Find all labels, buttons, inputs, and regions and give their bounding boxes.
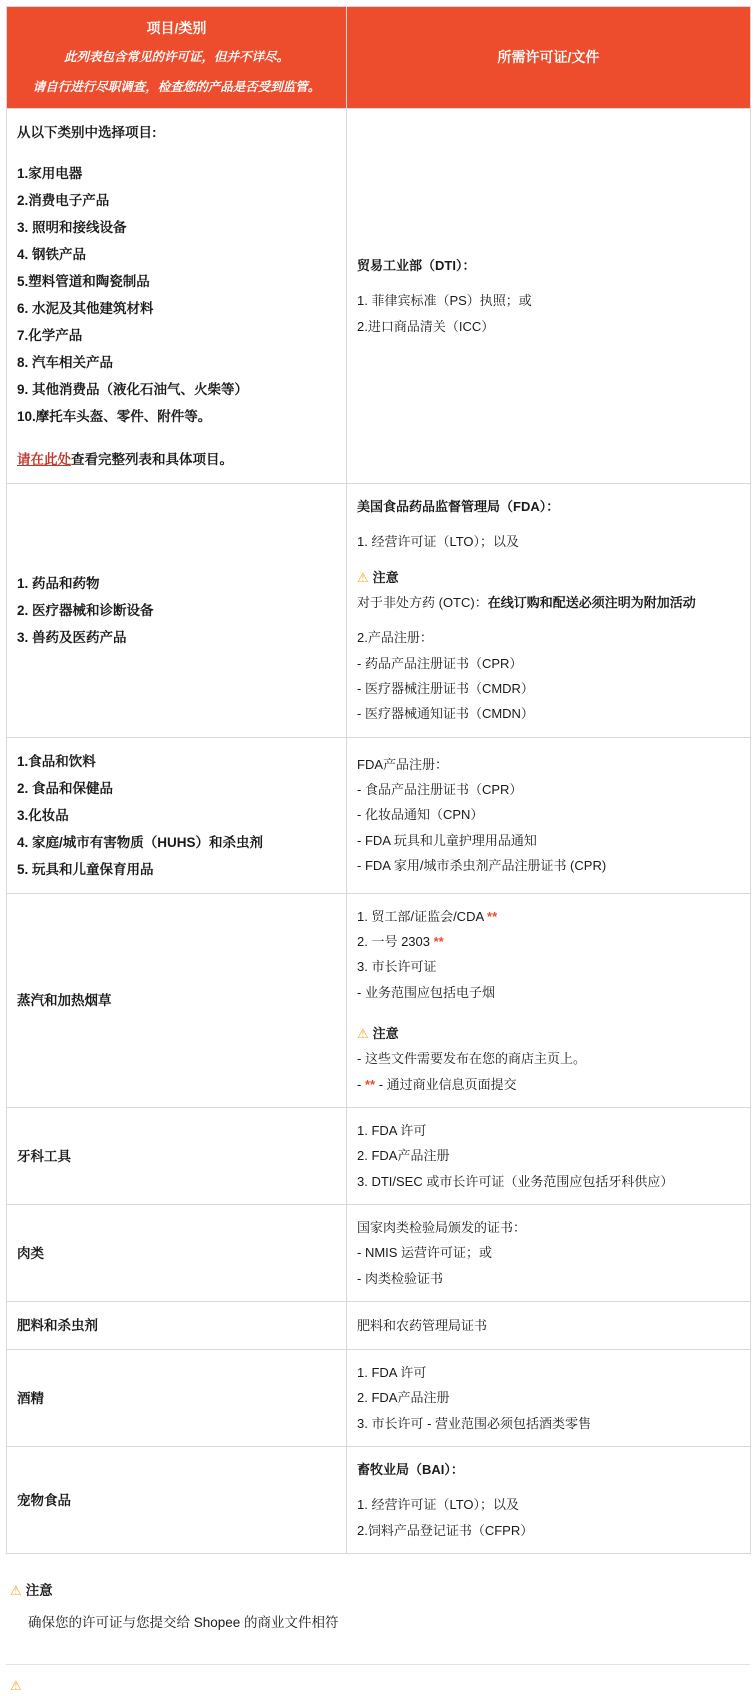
list-item: 2. 食品和保健品 — [17, 780, 114, 796]
list-item: 10.摩托车头盔、零件、附件等。 — [17, 408, 212, 424]
cell-category — [7, 893, 347, 1107]
requirement-line: - 食品产品注册证书（CPR） — [357, 782, 523, 798]
note-line-prefix: - — [357, 1076, 365, 1092]
cell-requirements — [347, 893, 751, 1107]
requirement-line: 1. 经营许可证（LTO）；以及 — [357, 1497, 520, 1513]
footnote-marker: ** — [433, 933, 444, 949]
header-category-sub1: 此列表包含常见的许可证，但并不详尽。 — [63, 50, 289, 65]
requirement-title: 畜牧业局（BAI）： — [357, 1462, 464, 1478]
note-text-bold: 在线订购和配送必须注明为附加活动 — [487, 594, 696, 610]
requirement-line: 2. FDA产品注册 — [357, 1390, 450, 1406]
cell-requirements — [347, 483, 751, 737]
cell-category — [7, 1205, 347, 1302]
note-text-plain: 对于非处方药 (OTC)： — [357, 594, 488, 610]
requirement-line: 2. FDA产品注册 — [357, 1148, 450, 1164]
requirement-line: - 医疗器械注册证书（CMDR） — [357, 680, 534, 696]
list-item: 3. 照明和接线设备 — [17, 219, 127, 235]
requirement-line: 1. FDA 许可 — [357, 1365, 427, 1381]
list-item: 肥料和杀虫剂 — [17, 1318, 98, 1334]
note-label: 注意 — [372, 569, 399, 585]
list-item: 3.化妆品 — [17, 807, 69, 823]
warning-icon: ⚠ — [357, 569, 369, 585]
requirement-line: 2.产品注册： — [357, 630, 433, 646]
full-list-line — [17, 446, 336, 473]
requirement-title: 美国食品药品监督管理局（FDA）： — [357, 498, 560, 514]
requirement-title: 贸易工业部（DTI）： — [357, 257, 476, 273]
list-item: 1.食品和饮料 — [17, 753, 96, 769]
requirement-line-text: 1. 贸工部/证监会/CDA — [357, 908, 488, 924]
note-label: 注意 — [372, 1026, 399, 1042]
table-header-row — [7, 7, 751, 109]
list-item: 4. 家庭/城市有害物质（HUHS）和杀虫剂 — [17, 834, 264, 850]
warning-icon: ⚠ — [10, 1583, 22, 1599]
list-item: 1. 药品和药物 — [17, 575, 100, 591]
list-item: 7.化学产品 — [17, 327, 83, 343]
requirement-line: - FDA 家用/城市杀虫剂产品注册证书 (CPR) — [357, 858, 607, 874]
list-item: 1.家用电器 — [17, 165, 83, 181]
footer-tail — [6, 1665, 750, 1696]
requirement-line: 肥料和农药管理局证书 — [357, 1317, 488, 1333]
list-item: 5. 玩具和儿童保育用品 — [17, 861, 154, 877]
cell-category — [7, 108, 347, 483]
list-item: 宠物食品 — [17, 1492, 71, 1508]
table-row — [7, 1447, 751, 1554]
requirement-line: 3. DTI/SEC 或市长许可证（业务范围应包括牙科供应） — [357, 1173, 674, 1189]
cell-requirements — [347, 1302, 751, 1350]
cell-requirements — [347, 1447, 751, 1554]
note-heading — [357, 1021, 740, 1046]
requirement-line: - NMIS 运营许可证；或 — [357, 1245, 493, 1261]
list-item: 8. 汽车相关产品 — [17, 354, 114, 370]
requirement-line: - FDA 玩具和儿童护理用品通知 — [357, 832, 537, 848]
warning-icon: ⚠ — [10, 1677, 22, 1693]
warning-icon: ⚠ — [357, 1026, 369, 1042]
requirement-line: 国家肉类检验局颁发的证书： — [357, 1220, 527, 1236]
full-list-link-tail: 查看完整列表和具体项目。 — [71, 451, 233, 467]
requirement-line: - 医疗器械通知证书（CMDN） — [357, 706, 534, 722]
cell-category — [7, 483, 347, 737]
list-item: 蒸汽和加热烟草 — [17, 992, 112, 1008]
footer-note-text: 确保您的许可证与您提交给 Shopee 的商业文件相符 — [28, 1614, 339, 1630]
table-row — [7, 483, 751, 737]
requirement-line: - 药品产品注册证书（CPR） — [357, 655, 523, 671]
requirement-line: 1. 菲律宾标准（PS）执照；或 — [357, 293, 532, 309]
requirement-line: - 化妆品通知（CPN） — [357, 807, 484, 823]
note-line: - 这些文件需要发布在您的商店主页上。 — [357, 1051, 586, 1067]
requirement-line: 1. 经营许可证（LTO）；以及 — [357, 534, 520, 550]
table-row — [7, 1350, 751, 1447]
cell-requirements — [347, 108, 751, 483]
category-item-list — [17, 160, 336, 430]
cell-category — [7, 1350, 347, 1447]
list-item: 2. 医疗器械和诊断设备 — [17, 602, 154, 618]
requirement-line: 1. FDA 许可 — [357, 1123, 427, 1139]
table-row — [7, 1108, 751, 1205]
list-item: 肉类 — [17, 1245, 44, 1261]
footnote-marker: ** — [487, 908, 498, 924]
full-list-link[interactable]: 请在此处 — [17, 451, 71, 467]
requirement-line: 2.饲料产品登记证书（CFPR） — [357, 1522, 534, 1538]
cell-requirements — [347, 1350, 751, 1447]
list-item: 9. 其他消费品（液化石油气、火柴等） — [17, 381, 249, 397]
cell-requirements — [347, 1205, 751, 1302]
permit-requirements-table — [6, 6, 751, 1554]
header-category-sub2: 请自行进行尽职调查，检查您的产品是否受到监管。 — [32, 79, 321, 94]
requirement-line — [357, 929, 740, 954]
cell-category — [7, 737, 347, 893]
list-item: 5.塑料管道和陶瓷制品 — [17, 273, 150, 289]
list-item: 酒精 — [17, 1390, 44, 1406]
list-item: 牙科工具 — [17, 1148, 71, 1164]
header-requirements: 所需许可证/文件 — [347, 7, 751, 109]
requirement-line: 3. 市长许可证 — [357, 959, 437, 975]
cell-category — [7, 1302, 347, 1350]
category-lead: 从以下类别中选择项目: — [17, 124, 157, 140]
list-item: 2.消费电子产品 — [17, 192, 110, 208]
note-text — [357, 590, 740, 615]
list-item: 4. 钢铁产品 — [17, 246, 87, 262]
footnote-marker: ** — [364, 1076, 376, 1092]
requirement-line — [357, 904, 740, 929]
requirement-line: - 肉类检验证书 — [357, 1270, 443, 1286]
table-row — [7, 737, 751, 893]
list-item: 6. 水泥及其他建筑材料 — [17, 300, 154, 316]
footer-note-label: 注意 — [25, 1583, 53, 1599]
cell-category — [7, 1447, 347, 1554]
cell-requirements — [347, 1108, 751, 1205]
table-row — [7, 108, 751, 483]
note-line — [357, 1072, 740, 1097]
table-row — [7, 893, 751, 1107]
requirement-line: 2.进口商品清关（ICC） — [357, 318, 495, 334]
note-line-text: - 通过商业信息页面提交 — [375, 1076, 517, 1092]
list-item: 3. 兽药及医药产品 — [17, 629, 127, 645]
requirement-line: 3. 市长许可 - 营业范围必须包括酒类零售 — [357, 1415, 592, 1431]
footer-note-heading — [10, 1580, 746, 1602]
requirement-line: - 业务范围应包括电子烟 — [357, 984, 495, 1000]
cell-category — [7, 1108, 347, 1205]
table-row — [7, 1205, 751, 1302]
table-row — [7, 1302, 751, 1350]
cell-requirements — [347, 737, 751, 893]
header-category — [7, 7, 347, 109]
requirement-line-text: 2. 一号 2303 — [357, 933, 434, 949]
requirement-title: FDA产品注册： — [357, 756, 449, 772]
footer-note — [6, 1554, 750, 1637]
header-category-title: 项目/类别 — [146, 20, 207, 36]
note-heading — [357, 565, 740, 590]
